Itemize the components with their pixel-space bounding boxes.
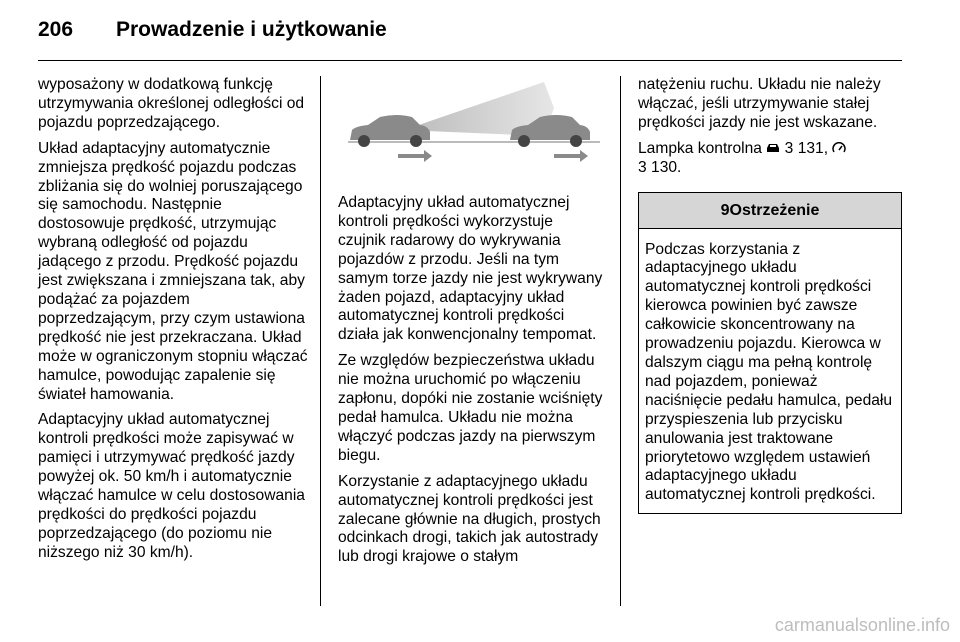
cruise-control-icon [832, 142, 846, 154]
page-title: Prowadzenie i użytkowanie [116, 18, 387, 41]
col1-paragraph-1: wyposażony w dodatkową funkcję utrzymywania określonej odległości od pojazdu poprzedzającego. [38, 76, 305, 131]
page-number: 206 [38, 18, 74, 41]
page-ref-arrow: 3 [784, 139, 794, 157]
col2-paragraph-1: Adaptacyjny układ automatycznej kontroli prędkości wykorzystuje czujnik radarowy do wykrywania pojazdów z przodu. Jeśli na tym samym torze jazdy nie jest wykrywany żaden pojazd, adaptacyjny układ automatycznej kontroli prędkości działa jak konwencjonalny tempomat. [338, 194, 603, 344]
page-ref-131: 131, [797, 139, 829, 157]
column-3 [638, 76, 902, 514]
warning-header [639, 193, 901, 229]
warning-symbol: 9 [720, 201, 730, 219]
warning-text: Podczas korzystania z adaptacyjnego układu automatycznej kontroli prędkości kierowca powinien być zawsze całkowicie skoncentrowany na prowadzeniu pojazdu. Kierowca w dalszym ciągu ma pełną kontrolę nad pojazdem, ponieważ naciśnięcie pedału hamulca, pedału przyspieszenia lub przycisku anulowania jest traktowane priorytetowo względem ustawień adaptacyjnego układu automatycznej kontroli prędkości. [645, 240, 893, 504]
direction-arrow-left [398, 150, 432, 162]
page-ref-130: 130. [651, 158, 682, 176]
column-1 [38, 76, 310, 570]
vehicle-ahead-icon [766, 142, 780, 154]
watermark: carmanualsonline.info [774, 615, 950, 635]
column-divider-2 [620, 76, 621, 606]
radar-illustration [338, 76, 604, 172]
column-divider-1 [320, 76, 321, 606]
page-ref-arrow: 3 [638, 158, 647, 176]
col1-paragraph-3: Adaptacyjny układ automatycznej kontroli prędkości może zapisywać w pamięci i utrzymywać prędkość jazdy powyżej ok. 50 km/h i automatycznie włączać hamulce w celu dostosowania prędkości do prędkości pojazdu poprzedzającego (do poziomu nie niższego niż 30 km/h). [38, 411, 305, 561]
warning-title: Ostrzeżenie [729, 201, 820, 219]
column-2 [338, 194, 604, 574]
direction-arrow-right [554, 150, 588, 162]
col2-paragraph-2: Ze względów bezpieczeństwa układu nie można uruchomić po włączeniu zapłonu, dopóki nie zostanie wciśnięty pedał hamulca. Układu nie można włączyć podczas jazdy na pierwszym biegu. [338, 352, 603, 464]
col2-paragraph-3: Korzystanie z adaptacyjnego układu automatycznej kontroli prędkości jest zalecane głównie na długich, prostych odcinkach drogi, takich jak autostrady lub drogi krajowe o stałym [338, 472, 601, 566]
page-header [38, 18, 387, 42]
col3-paragraph-1: natężeniu ruchu. Układu nie należy włączać, jeśli utrzymywanie stałej prędkości jazdy nie jest wskazane. [638, 76, 881, 131]
warning-box [638, 192, 902, 515]
header-rule [38, 60, 902, 61]
col1-paragraph-2: Układ adaptacyjny automatycznie zmniejsza prędkość pojazdu podczas zbliżania się do wolniej poruszającego się samochodu. Następnie dostosowuje prędkość, utrzymując wybraną odległość od pojazdu jadącego z przodu. Prędkość pojazdu jest zwiększana i zmniejszana tak, aby podążać za pojazdem poprzedzającym, przy czym ustawiona prędkość nie jest przekraczana. Układ może w ograniczonym stopniu włączać hamulce, powodując zapalenie się świateł hamowania. [38, 139, 308, 403]
control-lamp-label: Lampka kontrolna [638, 139, 762, 157]
control-lamp-reference [638, 140, 902, 178]
